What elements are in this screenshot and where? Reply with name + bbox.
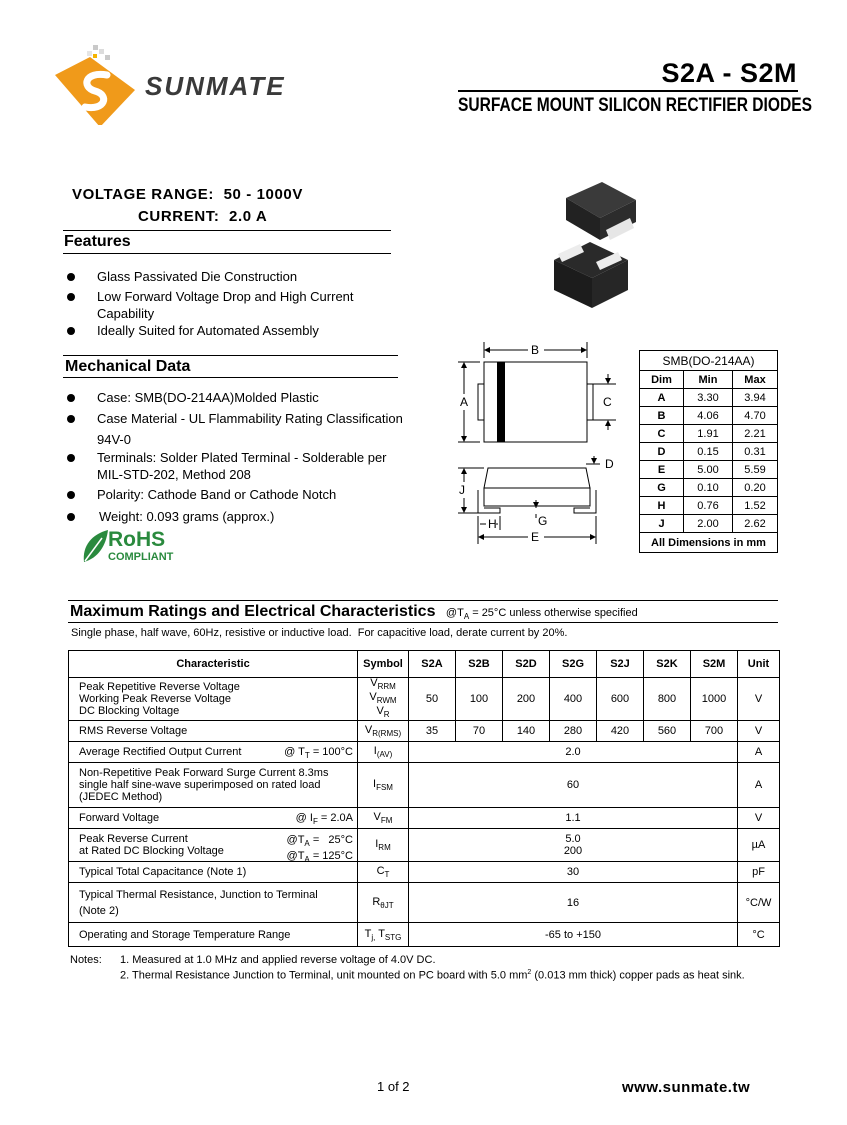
mechanical-title: Mechanical Data — [65, 358, 191, 375]
table-row: B 4.06 4.70 — [640, 407, 778, 425]
bullet-icon — [67, 491, 75, 499]
table-header-row: Characteristic Symbol S2A S2B S2D S2G S2J S2K S2M Unit — [69, 651, 780, 678]
dim-label-h: H — [488, 517, 497, 531]
table-row: Peak Reverse Current at Rated DC Blocking Voltage $@T_A = 25^\circ C$ $@T_A = 125^\circ C$ $I_{RM}$ 5.0 200 µA — [69, 829, 780, 862]
table-row: Forward Voltage @ $I_F = 2.0A$ $V_{FM}$ 1.1 V — [69, 808, 780, 829]
table-row: Average Rectified Output Current @ $T_T = 100^\circ C$ $I_{(AV)}$ 2.0 A — [69, 742, 780, 763]
table-row: H 0.76 1.52 — [640, 497, 778, 515]
ratings-table — [68, 650, 780, 947]
header-rule — [458, 90, 798, 92]
rohs-text: RoHS — [108, 528, 166, 551]
dim-label-b: B — [531, 343, 540, 357]
ratings-title: Maximum Ratings and Electrical Characteristics — [70, 603, 436, 620]
current-label: CURRENT: — [138, 208, 220, 225]
package-outline-drawing — [440, 338, 630, 553]
mechanical-top-rule — [63, 355, 398, 356]
package-photo — [550, 178, 640, 318]
mechanical-rule — [63, 377, 398, 378]
dimension-table — [639, 350, 778, 553]
ratings-load-note: Single phase, half wave, 60Hz, resistive or inductive load. For capacitive load, derate current by 20%. — [71, 627, 568, 639]
table-row: Typical Total Capacitance (Note 1) $C_T$ 30 pF — [69, 862, 780, 883]
features-list: Glass Passivated Die Construction Low Forward Voltage Drop and High Current Capability Ideally Suited for Automated Assembly — [67, 268, 407, 348]
table-row: G 0.10 0.20 — [640, 479, 778, 497]
bullet-icon — [67, 394, 75, 402]
table-row: A 3.30 3.94 — [640, 389, 778, 407]
notes-label: Notes: — [70, 954, 102, 966]
voltage-label: VOLTAGE RANGE: — [72, 186, 215, 203]
bullet-icon — [67, 513, 75, 521]
voltage-value: 50 - 1000V — [223, 186, 303, 203]
outline-svg — [440, 338, 630, 553]
table-row: D 0.15 0.31 — [640, 443, 778, 461]
features-title: Features — [64, 233, 131, 250]
dim-label-d: D — [605, 457, 614, 471]
ratings-condition: $@T_A = 25^\circ C$ unless otherwise specified — [445, 607, 638, 621]
note-2: 2. Thermal Resistance Junction to Terminal, unit mounted on PC board with 5.0 $mm^2$ (0.013 mm thick) copper pads as heat sink. — [120, 969, 745, 982]
table-row: Peak Repetitive Reverse Voltage Working Peak Reverse Voltage DC Blocking Voltage $V_{RRM}$ $V_{RWM}$ $V_R$ 50 100 200 400 600 800 1000 V — [69, 678, 780, 721]
table-row: Non-Repetitive Peak Forward Surge Current 8.3ms single half sine-wave superimposed on rated load (JEDEC Method) $I_{FSM}$ 60 A — [69, 763, 780, 808]
table-row: J 2.00 2.62 — [640, 515, 778, 533]
leaf-icon — [80, 528, 110, 564]
website-link[interactable]: www.sunmate.tw — [622, 1079, 751, 1096]
bullet-icon — [67, 273, 75, 281]
doc-subtitle: SURFACE MOUNT SILICON RECTIFIER DIODES — [458, 95, 813, 116]
dim-label-j: J — [459, 483, 465, 497]
table-header-row: Dim Min Max — [640, 371, 778, 389]
current-value: 2.0 A — [229, 208, 268, 225]
ratings-top-rule — [68, 600, 778, 601]
package-bottom — [554, 242, 628, 308]
table-row: E 5.00 5.59 — [640, 461, 778, 479]
bullet-icon — [67, 415, 75, 423]
features-rule — [63, 253, 391, 254]
package-top — [566, 182, 636, 240]
table-row: Typical Thermal Resistance, Junction to Terminal (Note 2) $R_{\theta JT}$ 16 °C/W — [69, 883, 780, 923]
dim-label-c: C — [603, 395, 612, 409]
table-row: RMS Reverse Voltage $V_{R(RMS)}$ 35 70 140 280 420 560 700 V — [69, 721, 780, 742]
dim-label-g: G — [538, 514, 548, 528]
current-rating — [138, 208, 267, 225]
voltage-range — [72, 186, 303, 203]
compliant-text: COMPLIANT — [108, 551, 174, 563]
rohs-compliant-badge — [80, 528, 190, 566]
note-1: 1. Measured at 1.0 MHz and applied reverse voltage of 4.0V DC. — [120, 954, 436, 966]
part-range-title: S2A - S2M — [661, 58, 797, 88]
features-top-rule — [63, 230, 391, 231]
table-row: Operating and Storage Temperature Range $T_{j,}$ $T_{STG}$ -65 to +150 °C — [69, 923, 780, 947]
bullet-icon — [67, 454, 75, 462]
cathode-band — [497, 362, 505, 442]
brand-wordmark: SUNMATE — [145, 71, 286, 101]
bullet-icon — [67, 327, 75, 335]
bullet-icon — [67, 293, 75, 301]
ratings-rule — [68, 622, 778, 623]
dim-label-a: A — [460, 395, 469, 409]
dimension-table-footer: All Dimensions in mm — [640, 533, 778, 553]
dim-label-e: E — [531, 530, 540, 544]
page-number: 1 of 2 — [377, 1079, 410, 1094]
sunmate-logo — [55, 45, 315, 125]
table-row: C 1.91 2.21 — [640, 425, 778, 443]
ratings-heading — [70, 603, 638, 621]
mechanical-list: Case: SMB(DO-214AA)Molded Plastic Case Material - UL Flammability Rating Classification 94V-0 Terminals: Solder Plated Terminal - Solderable per MIL-STD-202, Method 208 Polarity: Cathode Band or Cathode Notch Weight: 0.093 grams (approx.) — [67, 389, 407, 529]
dimension-table-title: SMB(DO-214AA) — [640, 351, 778, 371]
